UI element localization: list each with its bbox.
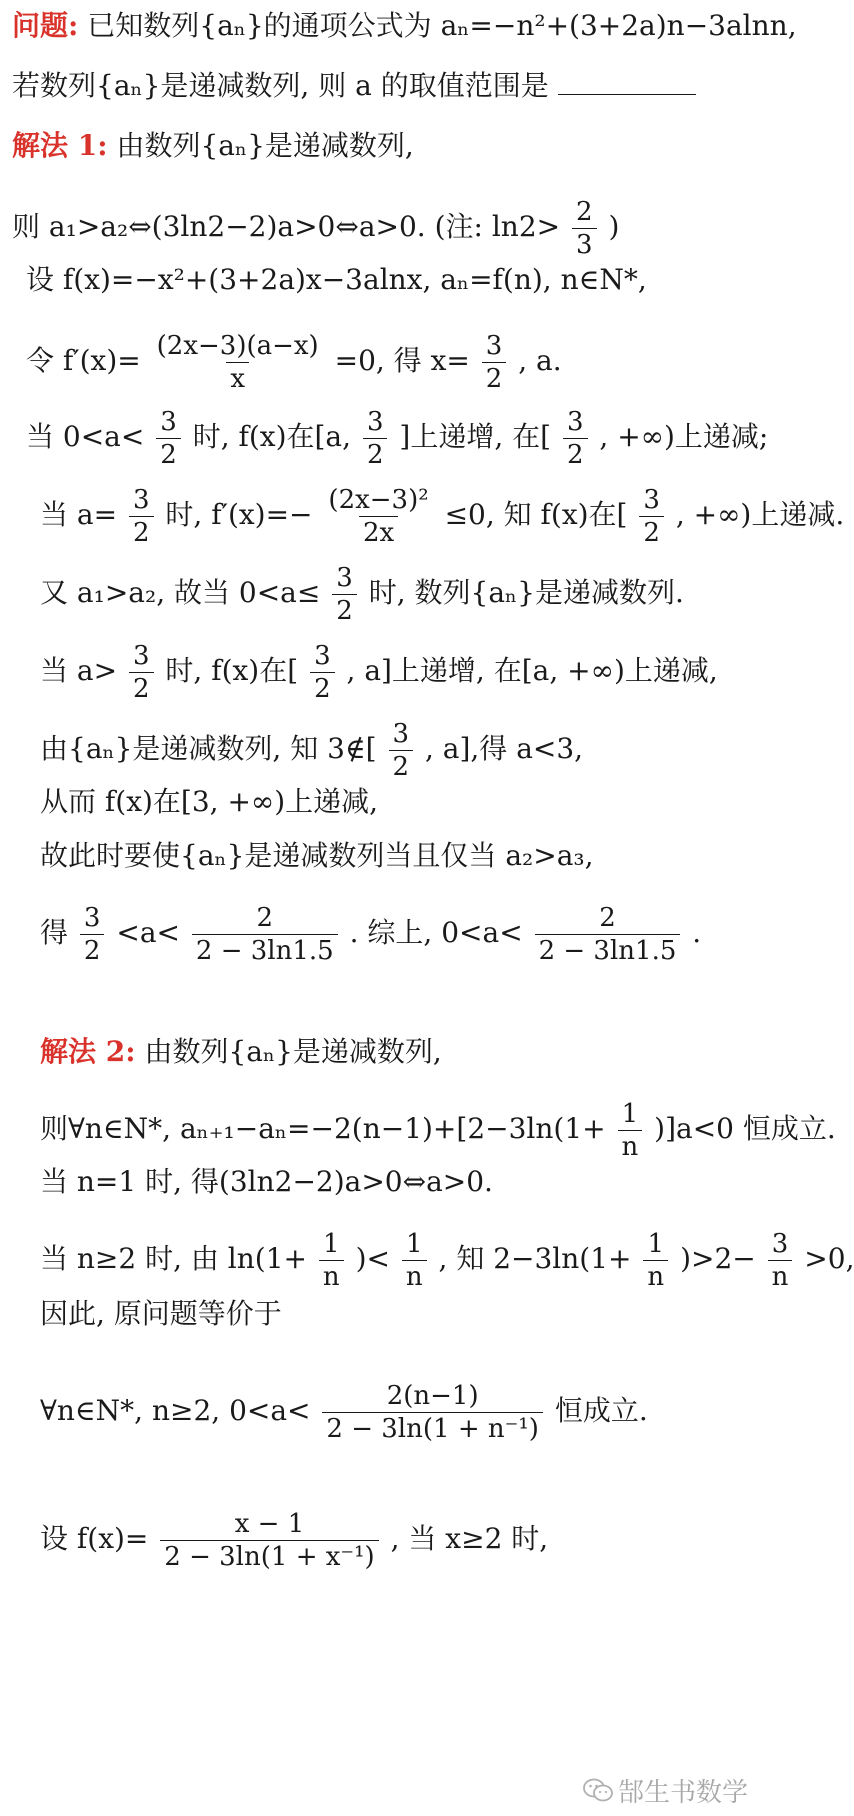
fraction [156, 406, 181, 471]
solution1-line-4 [26, 330, 562, 395]
numerator: 3 [83, 903, 101, 933]
solution1-line-12 [40, 902, 701, 967]
solution1-line-10 [40, 784, 378, 820]
text-segment: 时, f(x)在[ [165, 654, 299, 687]
fraction [332, 562, 357, 627]
fraction [310, 640, 335, 705]
text-segment: 则∀n∈N*, aₙ₊₁−aₙ=−2(n−1)+[2−3ln(1+ [40, 1112, 606, 1145]
text-segment: , a]上递增, 在[a, +∞)上递减, [346, 654, 718, 687]
fraction [322, 1380, 543, 1445]
text-segment: <a< [116, 916, 180, 949]
denominator: n [402, 1260, 427, 1293]
fraction [402, 1228, 427, 1293]
solution2-line-5 [40, 1296, 282, 1332]
solution1-line-8 [40, 640, 718, 705]
fraction [535, 902, 681, 967]
fraction [324, 484, 432, 549]
numerator: 2 [256, 903, 274, 933]
denominator: 2 [563, 438, 588, 471]
fraction [572, 196, 597, 261]
numerator: 3 [366, 407, 384, 437]
solution1-line-5 [26, 406, 768, 471]
text-segment: 由数列{aₙ}是递减数列, [144, 1035, 442, 1068]
text-segment: ) [608, 210, 620, 243]
numerator: x − 1 [234, 1509, 305, 1539]
watermark-text: 郜生书数学 [618, 1778, 749, 1808]
solution1-label: 解法 1: [12, 129, 108, 162]
solution2-line-2 [40, 1098, 836, 1163]
text-segment: . [692, 916, 702, 949]
denominator: 2 − 3ln(1 + n⁻¹) [322, 1412, 543, 1445]
text-segment: =0, 得 x= [334, 344, 470, 377]
text-segment: , +∞)上递减; [599, 420, 769, 453]
numerator: 1 [323, 1229, 340, 1259]
fraction [389, 718, 414, 783]
numerator: (2x−3)² [328, 485, 429, 515]
text-segment: , 当 x≥2 时, [390, 1522, 549, 1555]
question-text-1: 已知数列{aₙ}的通项公式为 aₙ=−n²+(3+2a)n−3alnn, [87, 9, 797, 42]
numerator: (2x−3)(a−x) [156, 331, 319, 361]
solution2-line-1 [40, 1034, 442, 1070]
text-segment: 当 n≥2 时, 由 ln(1+ [40, 1242, 307, 1275]
fraction [363, 406, 388, 471]
denominator: n [618, 1130, 643, 1163]
text-segment: )< [355, 1242, 390, 1275]
text-segment: 当 n=1 时, 得(3ln2−2)a>0⇔a>0. [40, 1165, 493, 1198]
text-segment: , 知 2−3ln(1+ [438, 1242, 632, 1275]
numerator: 3 [336, 563, 353, 593]
wechat-icon [582, 1776, 614, 1804]
text-segment: ]上递增, 在[ [399, 420, 552, 453]
denominator: 3 [572, 228, 597, 261]
question-label: 问题: [12, 9, 79, 42]
text-segment: 时, f(x)在[a, [192, 420, 360, 453]
denominator: 2 − 3ln(1 + x⁻¹) [160, 1540, 378, 1573]
text-segment: )]a<0 恒成立. [654, 1112, 836, 1145]
denominator: 2 [363, 438, 388, 471]
question-text-2: 若数列{aₙ}是递减数列, 则 a 的取值范围是 [12, 69, 549, 102]
text-segment: 则 a₁>a₂⇔(3ln2−2)a>0⇔a>0. (注: ln2> [12, 210, 561, 243]
solution1-line-3 [26, 262, 647, 298]
fraction [192, 902, 338, 967]
denominator: 2 [332, 594, 357, 627]
solution2-line-4 [40, 1228, 854, 1293]
denominator: 2 [156, 438, 181, 471]
text-segment: 当 a= [40, 498, 118, 531]
text-segment: 因此, 原问题等价于 [40, 1297, 282, 1330]
fraction [80, 902, 105, 967]
text-segment: 时, f′(x)=− [165, 498, 313, 531]
text-segment: 设 f(x)= [40, 1522, 149, 1555]
numerator: 3 [132, 485, 150, 515]
solution2-line-6 [40, 1380, 648, 1445]
denominator: 2 [129, 672, 154, 705]
fraction [129, 640, 154, 705]
fraction [768, 1228, 793, 1293]
solution2-line-3 [40, 1164, 493, 1200]
text-segment: >0, [804, 1242, 854, 1275]
numerator: 3 [314, 641, 331, 671]
fraction [129, 484, 154, 549]
solution1-line-1 [12, 128, 414, 164]
denominator: n [768, 1260, 793, 1293]
numerator: 3 [643, 485, 660, 515]
text-segment: . 综上, 0<a< [349, 916, 523, 949]
text-segment: 当 0<a< [26, 420, 145, 453]
solution1-text-1: 由数列{aₙ}是递减数列, [116, 129, 414, 162]
denominator: 2 [129, 516, 154, 549]
text-segment: )>2− [680, 1242, 756, 1275]
text-segment: 又 a₁>a₂, 故当 0<a≤ [40, 576, 321, 609]
numerator: 3 [160, 407, 177, 437]
denominator: 2 [80, 934, 105, 967]
solution1-line-6 [40, 484, 844, 549]
denominator: 2 [310, 672, 335, 705]
text-segment: , a],得 a<3, [424, 732, 584, 765]
numerator: 3 [392, 719, 410, 749]
text-segment: , a. [518, 344, 562, 377]
fraction [643, 1228, 668, 1293]
text-segment: 故此时要使{aₙ}是递减数列当且仅当 a₂>a₃, [40, 839, 594, 872]
text-segment: 得 [40, 916, 69, 949]
numerator: 2 [599, 903, 616, 933]
denominator: 2x [359, 516, 398, 549]
numerator: 2(n−1) [386, 1381, 479, 1411]
fraction [153, 330, 323, 395]
denominator: 2 [389, 750, 414, 783]
solution2-line-7 [40, 1508, 548, 1573]
numerator: 3 [771, 1229, 789, 1259]
solution1-line-9 [40, 718, 583, 783]
text-segment: ∀n∈N*, n≥2, 0<a< [40, 1394, 311, 1427]
denominator: n [319, 1260, 344, 1293]
answer-blank [558, 68, 696, 95]
fraction [160, 1508, 378, 1573]
numerator: 1 [405, 1229, 423, 1259]
solution2-label: 解法 2: [40, 1035, 136, 1068]
denominator: 2 − 3ln1.5 [192, 934, 338, 967]
text-segment: 从而 f(x)在[3, +∞)上递减, [40, 785, 379, 818]
text-segment: 令 f′(x)= [26, 344, 141, 377]
numerator: 2 [576, 197, 593, 227]
numerator: 1 [621, 1099, 639, 1129]
fraction [319, 1228, 344, 1293]
numerator: 3 [132, 641, 150, 671]
text-segment: ≤0, 知 f(x)在[ [444, 498, 628, 531]
text-segment: 时, 数列{aₙ}是递减数列. [368, 576, 684, 609]
fraction [639, 484, 664, 549]
text-segment: 恒成立. [554, 1394, 648, 1427]
question-line-2 [12, 68, 696, 104]
text-segment: , +∞)上递减. [675, 498, 845, 531]
denominator: 2 [482, 362, 507, 395]
numerator: 3 [566, 407, 584, 437]
solution1-line-2 [12, 196, 619, 261]
numerator: 3 [485, 331, 503, 361]
question-line-1 [12, 8, 797, 44]
text-segment: 当 a> [40, 654, 118, 687]
denominator: 2 − 3ln1.5 [535, 934, 681, 967]
text-segment: 设 f(x)=−x²+(3+2a)x−3alnx, aₙ=f(n), n∈N*, [26, 263, 647, 296]
denominator: n [643, 1260, 668, 1293]
denominator: 2 [639, 516, 664, 549]
fraction [563, 406, 588, 471]
solution1-line-11 [40, 838, 594, 874]
denominator: x [226, 362, 249, 395]
solution1-line-7 [40, 562, 684, 627]
fraction [618, 1098, 643, 1163]
text-segment: 由{aₙ}是递减数列, 知 3∉[ [40, 732, 377, 765]
numerator: 1 [647, 1229, 665, 1259]
fraction [482, 330, 507, 395]
